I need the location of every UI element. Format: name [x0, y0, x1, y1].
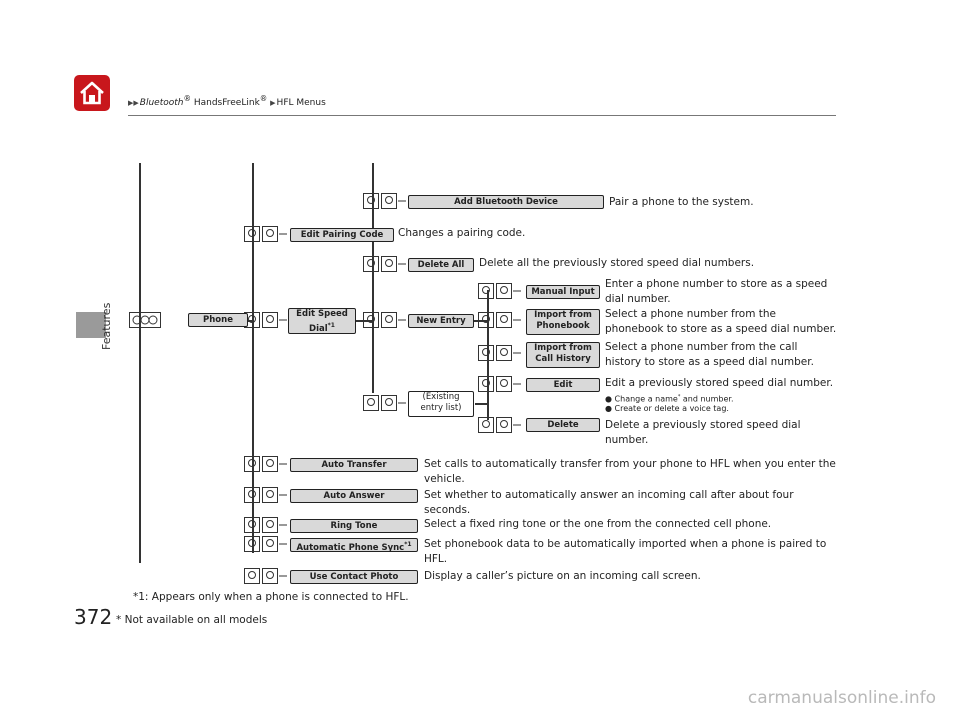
delete-all-description: Delete all the previously stored speed dial numbers. [479, 257, 755, 269]
breadcrumb: ▶▶Bluetooth® HandsFreeLink® ▶HFL Menus [128, 94, 326, 108]
edit-pairing-description: Changes a pairing code. [398, 227, 526, 239]
existing-entry-list-box[interactable]: (Existing entry list) [408, 391, 474, 417]
add-bluetooth-device-box[interactable]: Add Bluetooth Device [408, 195, 604, 209]
breadcrumb-hfl-menus[interactable]: HFL Menus [276, 98, 326, 108]
voice-command-icon [129, 312, 161, 332]
delete-all-box[interactable]: Delete All [408, 258, 474, 272]
import-from-call-history-box[interactable]: Import from Call History [526, 342, 600, 368]
voice-command-icon [478, 417, 522, 437]
auto-phone-sync-description: Set phonebook data to be automatically imported when a phone is paired to HFL. [424, 538, 827, 565]
use-contact-photo-description: Display a caller’s picture on an incoming call screen. [424, 570, 701, 582]
footnote-2: * Not available on all models [116, 614, 268, 626]
voice-command-icon [363, 256, 407, 276]
voice-command-icon [478, 376, 522, 396]
voice-command-icon [244, 517, 288, 537]
voice-command-icon [478, 345, 522, 365]
voice-command-icon [244, 456, 288, 476]
automatic-phone-sync-box[interactable]: Automatic Phone Sync$^{*1}$ [290, 538, 418, 552]
voice-command-icon [363, 193, 407, 213]
import-from-phonebook-box[interactable]: Import from Phonebook [526, 309, 600, 335]
section-label: Features [100, 302, 113, 350]
voice-command-icon [244, 226, 288, 246]
breadcrumb-bluetooth[interactable]: Bluetooth [139, 98, 184, 108]
edit-description: Edit a previously stored speed dial number. [605, 377, 834, 389]
watermark: carmanualsonline.info [747, 688, 936, 708]
auto-answer-box[interactable]: Auto Answer [290, 489, 418, 503]
edit-bullet-voice-tag: ● Create or delete a voice tag. [605, 404, 729, 413]
page-number: 372 [74, 605, 113, 629]
auto-transfer-description: Set calls to automatically transfer from your phone to HFL when you enter the vehicle. [424, 458, 836, 485]
tree-line [139, 163, 141, 563]
voice-command-icon [244, 487, 288, 507]
edit-bullet-name: ● Change a name* and number. [605, 394, 734, 404]
edit-pairing-code-box[interactable]: Edit Pairing Code [290, 228, 394, 242]
ring-tone-box[interactable]: Ring Tone [290, 519, 418, 533]
ring-tone-description: Select a fixed ring tone or the one from the connected cell phone. [424, 518, 772, 530]
manual-input-description: Enter a phone number to store as a speed dial number. [605, 278, 828, 305]
voice-command-icon [244, 536, 288, 556]
voice-command-icon [363, 312, 407, 332]
voice-command-icon [478, 283, 522, 303]
phone-menu-box[interactable]: Phone [188, 313, 248, 327]
breadcrumb-handsfreelink[interactable]: HandsFreeLink [193, 98, 260, 108]
voice-command-icon [244, 312, 288, 332]
voice-command-icon [244, 568, 288, 588]
tree-line [475, 403, 487, 405]
add-bluetooth-description: Pair a phone to the system. [609, 196, 754, 208]
footnote-1: *1: Appears only when a phone is connected to HFL. [133, 591, 409, 603]
import-phonebook-description: Select a phone number from the phonebook to store as a speed dial number. [605, 308, 837, 335]
delete-box[interactable]: Delete [526, 418, 600, 432]
auto-transfer-box[interactable]: Auto Transfer [290, 458, 418, 472]
voice-command-icon [363, 395, 407, 415]
auto-answer-description: Set whether to automatically answer an incoming call after about four seconds. [424, 489, 794, 516]
delete-description: Delete a previously stored speed dial number. [605, 419, 801, 446]
edit-box[interactable]: Edit [526, 378, 600, 392]
header-rule [128, 115, 836, 116]
import-call-history-description: Select a phone number from the call history to store as a speed dial number. [605, 341, 814, 368]
new-entry-box[interactable]: New Entry [408, 314, 474, 328]
edit-speed-dial-box[interactable]: Edit Speed Dial$^{*1}$ [288, 308, 356, 334]
use-contact-photo-box[interactable]: Use Contact Photo [290, 570, 418, 584]
home-icon[interactable] [74, 75, 110, 111]
manual-input-box[interactable]: Manual Input [526, 285, 600, 299]
voice-command-icon [478, 312, 522, 332]
